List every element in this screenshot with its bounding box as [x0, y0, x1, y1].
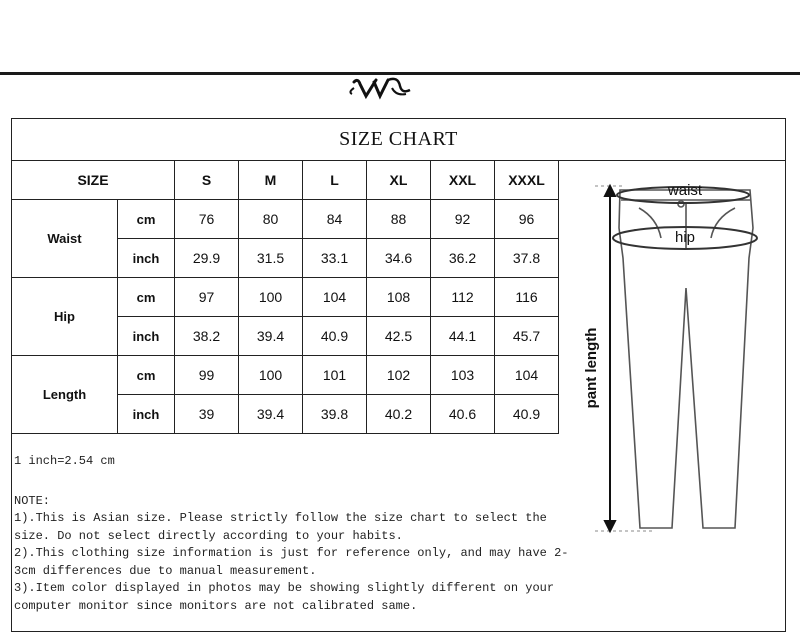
- table-cell: 101: [303, 356, 367, 395]
- table-cell: 39.4: [239, 317, 303, 356]
- length-label: Length: [12, 356, 118, 434]
- table-cell: 44.1: [431, 317, 495, 356]
- table-row: [12, 278, 559, 317]
- unit-cm: cm: [118, 200, 175, 239]
- table-cell: 76: [175, 200, 239, 239]
- table-cell: 38.2: [175, 317, 239, 356]
- unit-inch: inch: [118, 317, 175, 356]
- table-cell: 45.7: [495, 317, 559, 356]
- size-chart-title: SIZE CHART: [11, 118, 786, 161]
- table-cell: 39.4: [239, 395, 303, 434]
- table-cell: 40.6: [431, 395, 495, 434]
- note-heading: NOTE:: [14, 493, 51, 508]
- table-cell: 92: [431, 200, 495, 239]
- table-cell: 88: [367, 200, 431, 239]
- table-cell: 80: [239, 200, 303, 239]
- hip-label: Hip: [12, 278, 118, 356]
- table-cell: 40.9: [495, 395, 559, 434]
- size-header-xxxl: XXXL: [495, 161, 559, 200]
- table-header-row: [12, 161, 559, 200]
- table-cell: 40.9: [303, 317, 367, 356]
- table-cell: 112: [431, 278, 495, 317]
- table-cell: 108: [367, 278, 431, 317]
- table-cell: 104: [303, 278, 367, 317]
- table-cell: 96: [495, 200, 559, 239]
- table-cell: 97: [175, 278, 239, 317]
- size-header-cell: SIZE: [12, 161, 175, 200]
- table-cell: 100: [239, 356, 303, 395]
- brand-logo: [340, 74, 420, 100]
- size-header-m: M: [239, 161, 303, 200]
- pant-length-text: pant length: [583, 327, 600, 409]
- unit-cm: cm: [118, 278, 175, 317]
- table-cell: 31.5: [239, 239, 303, 278]
- pants-diagram: [565, 168, 780, 548]
- table-cell: 116: [495, 278, 559, 317]
- table-cell: 37.8: [495, 239, 559, 278]
- table-row: [12, 200, 559, 239]
- note-item: 3).Item color displayed in photos may be showing slightly different on your computer monitor since monitors are not calibrated same.: [14, 581, 555, 613]
- size-table: [11, 160, 559, 434]
- table-cell: 40.2: [367, 395, 431, 434]
- size-header-xxl: XXL: [431, 161, 495, 200]
- table-cell: 84: [303, 200, 367, 239]
- waist-label: Waist: [12, 200, 118, 278]
- table-cell: 39: [175, 395, 239, 434]
- hip-text: hip: [674, 229, 696, 246]
- notes-section: [14, 453, 574, 615]
- table-cell: 36.2: [431, 239, 495, 278]
- table-cell: 102: [367, 356, 431, 395]
- unit-cm: cm: [118, 356, 175, 395]
- unit-inch: inch: [118, 395, 175, 434]
- conversion-note: 1 inch=2.54 cm: [14, 454, 115, 468]
- note-item: 2).This clothing size information is just for reference only, and may have 2-3cm differences due to manual measurement.: [14, 546, 569, 578]
- table-cell: 42.5: [367, 317, 431, 356]
- size-header-s: S: [175, 161, 239, 200]
- table-row: [12, 356, 559, 395]
- table-cell: 39.8: [303, 395, 367, 434]
- table-cell: 99: [175, 356, 239, 395]
- table-cell: 33.1: [303, 239, 367, 278]
- table-cell: 29.9: [175, 239, 239, 278]
- note-item: 1).This is Asian size. Please strictly follow the size chart to select the size. Do not select directly according to your habits.: [14, 511, 547, 543]
- table-cell: 103: [431, 356, 495, 395]
- table-cell: 34.6: [367, 239, 431, 278]
- waist-text: waist: [667, 182, 703, 199]
- unit-inch: inch: [118, 239, 175, 278]
- table-cell: 104: [495, 356, 559, 395]
- table-cell: 100: [239, 278, 303, 317]
- size-header-xl: XL: [367, 161, 431, 200]
- size-header-l: L: [303, 161, 367, 200]
